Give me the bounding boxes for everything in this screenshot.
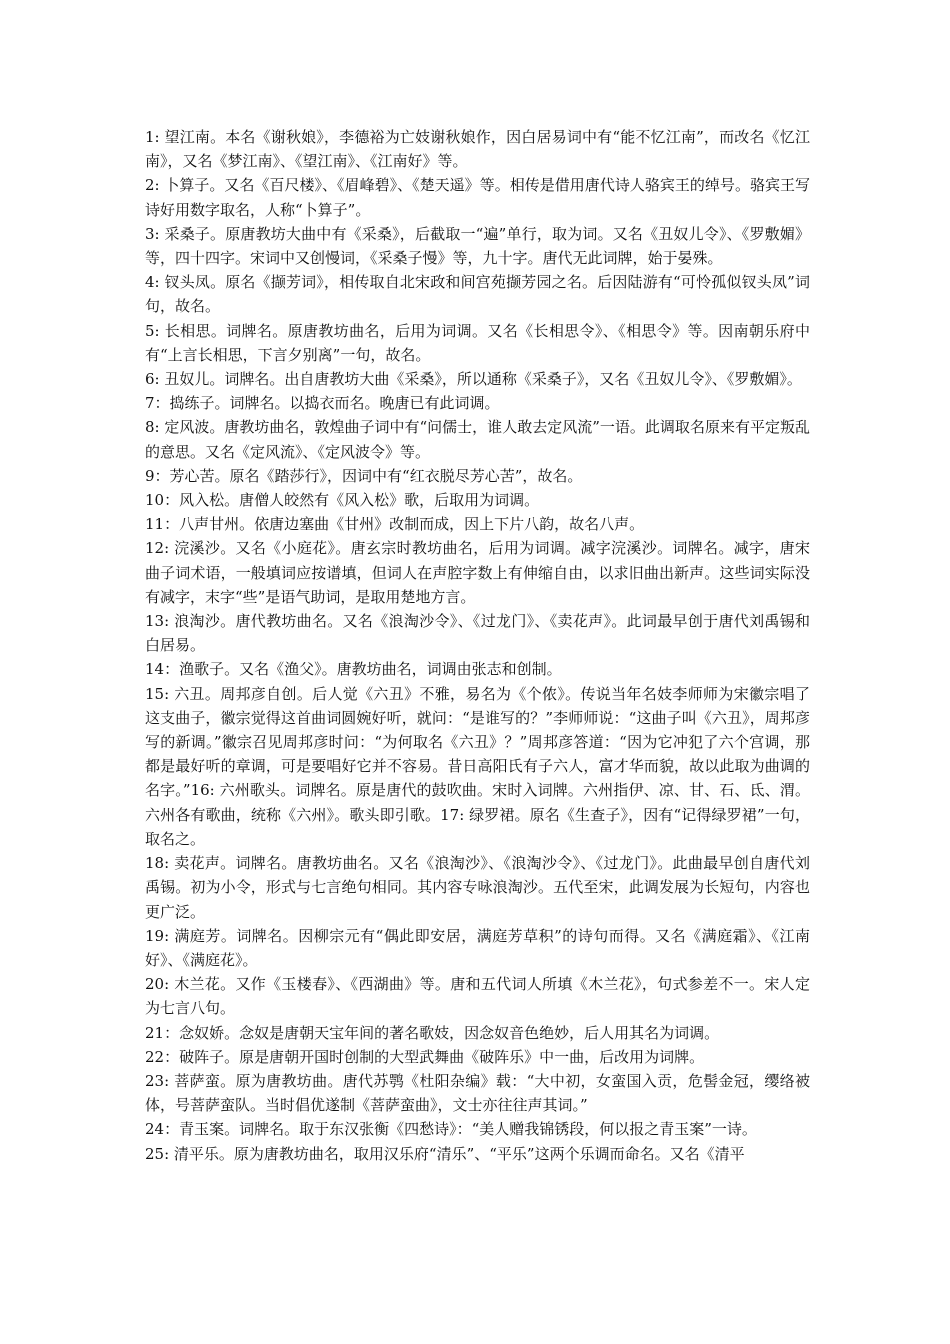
entry-mulanhua: 20: 木兰花。又作《玉楼春》、《西湖曲》等。唐和五代词人所填《木兰花》，句式参差不一。宋人定为七言八句。 — [145, 975, 810, 1018]
entry-mantingfang: 19: 满庭芳。词牌名。因柳宗元有“偶此即安居，满庭芳草积”的诗句而得。又名《满庭霜》、《江南好》、《满庭花》。 — [145, 926, 810, 969]
entry-chaitoufeng: 4: 钗头凤。原名《撷芳词》，相传取自北宋政和间宫苑撷芳园之名。后因陆游有“可怜孤似钗头凤”词句，故名。 — [145, 273, 810, 316]
entry-bashengganzhou: 11：八声甘州。依唐边塞曲《甘州》改制而成，因上下片八韵，故名八声。 — [145, 515, 645, 534]
entry-pozhenzi: 22：破阵子。原是唐朝开国时创制的大型武舞曲《破阵乐》中一曲，后改用为词牌。 — [145, 1047, 705, 1066]
entry-maihuasheng: 18: 卖花声。词牌名。唐教坊曲名。又名《浪淘沙》、《浪淘沙令》、《过龙门》。此曲最早创自唐代刘禹锡。初为小令，形式与七言绝句相同。其内容专咏浪淘沙。五代至宋，此调发展为长短句，内容也更广泛。 — [145, 854, 810, 921]
entry-daolianzi: 7：捣练子。词牌名。以捣衣而名。晚唐已有此词调。 — [145, 394, 500, 413]
entry-fengrusong: 10：风入松。唐僧人皎然有《风入松》歌，后取用为词调。 — [145, 491, 540, 510]
entry-qingpingyue: 25: 清平乐。原为唐教坊曲名，取用汉乐府“清乐”、“平乐”这两个乐调而命名。又名《清平 — [145, 1144, 745, 1163]
entry-chounuer: 6: 丑奴儿。词牌名。出自唐教坊大曲《采桑》，所以通称《采桑子》，又名《丑奴儿令》、《罗敷媚》。 — [145, 370, 802, 389]
document-page — [145, 125, 810, 1166]
entry-fangxinku: 9：芳心苦。原名《踏莎行》，因词中有“红衣脱尽芳心苦”，故名。 — [145, 466, 583, 485]
entry-liuchou: 15: 六丑。周邦彦自创。后人觉《六丑》不雅，易名为《个侬》。传说当年名妓李师师为宋徽宗唱了这支曲子，徽宗觉得这首曲词圆婉好听，就问：“是谁写的？”李师师说：“这曲子叫《六丑》，周邦彦写的新调。”徽宗召见周邦彦时问：“为何取名《六丑》？”周邦彦答道：“因为它冲犯了六个宫调，那都是最好听的章调，可是要唱好它并不容易。昔日高阳氏有子六人，富才华而貌，故以此取为曲调的名字。”16: 六州歌头。词牌名。原是唐代的鼓吹曲。宋时入词牌。六州指伊、凉、甘、石、氐、渭。六州各有歌曲，统称《六州》。歌头即引歌。17: 绿罗裙。原名《生查子》，因有“记得绿罗裙”一句，取名之。 — [145, 684, 810, 848]
entry-qingyuan: 24：青玉案。词牌名。取于东汉张衡《四愁诗》：“美人赠我锦锈段，何以报之青玉案”一诗。 — [145, 1120, 757, 1139]
entry-changxiangsi: 5: 长相思。词牌名。原唐教坊曲名，后用为词调。又名《长相思令》、《相思令》等。因南朝乐府中有“上言长相思，下言夕别离”一句，故名。 — [145, 321, 810, 364]
entry-yugezi: 14：渔歌子。又名《渔父》。唐教坊曲名，词调由张志和创制。 — [145, 660, 562, 679]
entry-langtaosha: 13: 浪淘沙。唐代教坊曲名。又名《浪淘沙令》、《过龙门》、《卖花声》。此词最早创于唐代刘禹锡和白居易。 — [145, 612, 810, 655]
entry-pusaman: 23: 菩萨蛮。原为唐教坊曲。唐代苏鹗《杜阳杂编》载：“大中初，女蛮国入贡，危髻金冠，缨络被体，号菩萨蛮队。当时倡优遂制《菩萨蛮曲》，文士亦往往声其词。” — [145, 1071, 810, 1115]
entry-huanxisha: 12: 浣溪沙。又名《小庭花》。唐玄宗时教坊曲名，后用为词调。减字浣溪沙。词牌名。减字，唐宋曲子词术语，一般填词应按谱填，但词人在声腔字数上有伸缩自由，以求旧曲出新声。这些词实际没有减字，末字“些”是语气助词，是取用楚地方言。 — [145, 539, 810, 606]
entry-niannujiao: 21：念奴娇。念奴是唐朝天宝年间的著名歌妓，因念奴音色绝妙，后人用其名为词调。 — [145, 1023, 720, 1042]
entry-dingfengbo: 8: 定风波。唐教坊曲名，敦煌曲子词中有“问儒士，谁人敢去定风流”一语。此调取名原来有平定叛乱的意思。又名《定风流》、《定风波令》等。 — [145, 418, 810, 461]
entry-wangjiangnan: 1: 望江南。本名《谢秋娘》，李德裕为亡妓谢秋娘作，因白居易词中有“能不忆江南”，而改名《忆江南》，又名《梦江南》、《望江南》、《江南好》等。 — [145, 128, 810, 171]
entry-caisangzi: 3: 采桑子。原唐教坊大曲中有《采桑》，后截取一“遍”单行，取为词。又名《丑奴儿令》、《罗敷媚》等，四十四字。宋词中又创慢词，《采桑子慢》等，九十字。唐代无此词牌，始于晏殊。 — [145, 224, 810, 268]
entry-busuanzi: 2: 卜算子。又名《百尺楼》、《眉峰碧》、《楚天遥》等。相传是借用唐代诗人骆宾王的绰号。骆宾王写诗好用数字取名，人称“卜算子”。 — [145, 176, 810, 219]
